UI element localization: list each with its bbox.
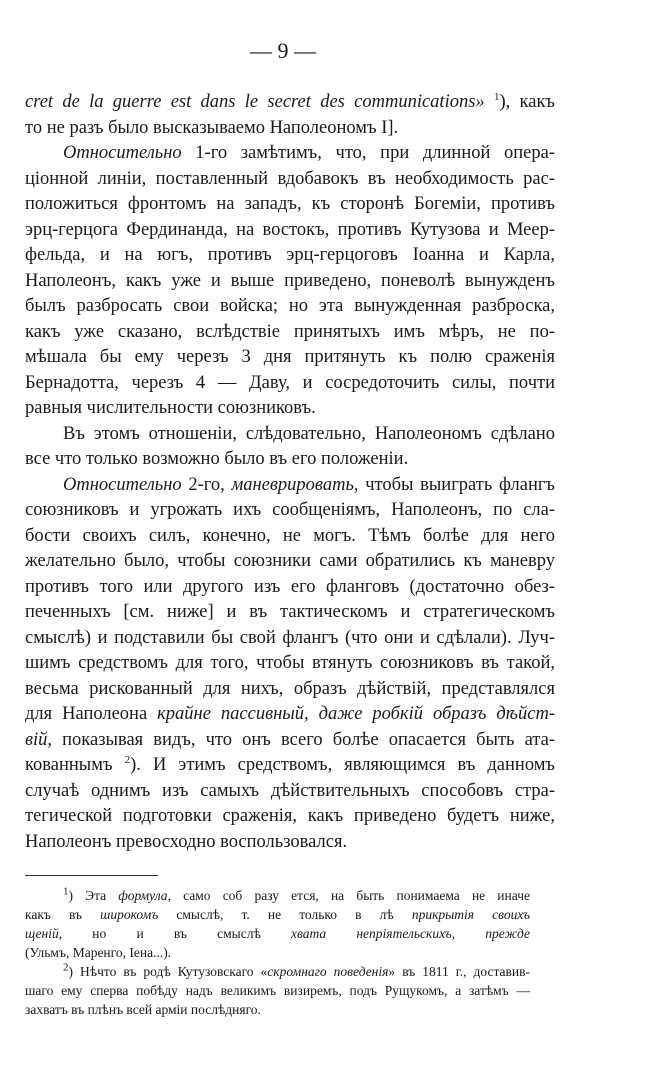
text-line xyxy=(25,167,555,193)
text-segment: , но и въ смыслѣ xyxy=(58,926,291,941)
text-segment: , чтобы выиграть флангъ xyxy=(353,474,555,495)
text-segment: положиться фронтомъ на западъ, къ сторонѣ Богеміи, противъ xyxy=(25,194,555,214)
text-line xyxy=(25,473,555,499)
footnote-divider xyxy=(25,875,158,876)
text-line xyxy=(25,269,555,295)
italic-text: крайне пассивный, даже робкій образъ дѣйст- xyxy=(157,704,556,724)
text-segment: мѣшала бы ему черезъ 3 дня притянуть къ полю сраженія xyxy=(25,347,555,367)
footnote-line xyxy=(25,943,530,962)
text-segment: 1-го замѣтимъ, что, при длинной опера- xyxy=(181,143,555,163)
text-segment: былъ разбросать свои войска; но эта вынужденная разброска, xyxy=(25,296,555,316)
italic-text: cret de la guerre est dans le secret des communications» xyxy=(25,92,494,112)
text-line xyxy=(25,728,555,754)
text-segment: ) Эта xyxy=(68,888,119,903)
text-segment: фельда, и на югъ, противъ эрц-герцоговъ Іоанна и Карла, xyxy=(25,245,555,265)
page-number: — 9 — xyxy=(250,38,316,63)
text-segment: бости своихъ силъ, конечно, не могъ. Тѣмъ болѣе для него xyxy=(25,525,555,546)
text-segment: (Ульмъ, Маренго, Іена...). xyxy=(25,945,172,960)
text-segment: для Наполеона xyxy=(25,704,158,724)
text-line xyxy=(25,90,555,116)
text-segment: какъ уже сказано, вслѣдствіе принятыхъ имъ мѣръ, не по- xyxy=(25,321,555,342)
footnote-line xyxy=(25,962,530,981)
footnote-marker: 1 xyxy=(63,885,69,898)
text-line xyxy=(25,116,555,142)
text-segment: , показывая видъ, что онъ всего болѣе опасается быть ата- xyxy=(47,729,555,750)
text-line xyxy=(25,447,555,473)
text-segment: , само соб разу ется, на быть понимаема не иначе xyxy=(167,888,530,903)
text-line xyxy=(25,422,555,448)
text-segment: тегической подготовки сраженія, какъ приведено будетъ ниже, xyxy=(25,806,555,826)
footnote-line xyxy=(25,905,530,924)
text-segment: ) Нѣчто въ родѣ Кутузовскаго « xyxy=(68,964,268,979)
text-segment: то не разъ было высказываемо Наполеономъ I]. xyxy=(25,117,399,138)
footnote-line xyxy=(25,1000,530,1019)
text-segment: захватъ въ плѣнъ всей арміи послѣдняго. xyxy=(25,1002,261,1017)
text-line xyxy=(25,575,555,601)
text-segment: равныя числительности союзниковъ. xyxy=(25,398,316,418)
text-segment: эрц-герцога Фердинанда, на востокъ, противъ Кутузова и Меер- xyxy=(25,219,555,240)
italic-text: прикрытія своихъ xyxy=(411,907,530,922)
text-segment: желательно было, чтобы союзники сами обратились къ маневру xyxy=(25,551,555,571)
text-segment: ). И этимъ средствомъ, являющимся въ данномъ xyxy=(130,755,555,775)
text-segment: противъ того или другого изъ его фланговъ (достаточно обез- xyxy=(25,576,555,597)
text-line xyxy=(25,651,555,677)
italic-text: скромнаго поведенія xyxy=(267,964,389,979)
text-segment: » въ 1811 г., доставив- xyxy=(388,964,530,979)
text-line xyxy=(25,192,555,218)
italic-text: щеній xyxy=(25,926,59,941)
text-line xyxy=(25,218,555,244)
italic-text: маневрировать xyxy=(231,474,354,495)
text-segment: Наполеонъ, какъ уже и выше приведено, поневолѣ вынужденъ xyxy=(25,270,555,291)
text-segment: Наполеонъ превосходно воспользовался. xyxy=(25,831,348,852)
text-segment: ), какъ xyxy=(499,92,555,112)
text-line xyxy=(25,371,555,397)
italic-text: вій xyxy=(25,729,48,750)
text-segment: смыслѣ, т. не только в лѣ xyxy=(158,907,412,922)
footnote-line xyxy=(25,886,530,905)
italic-text: формула xyxy=(118,888,168,903)
footnote-line xyxy=(25,981,530,1000)
footnote-line xyxy=(25,924,530,943)
text-line xyxy=(25,677,555,703)
text-line xyxy=(25,320,555,346)
text-line xyxy=(25,549,555,575)
text-line xyxy=(25,294,555,320)
text-segment: печенныхъ [см. ниже] и въ тактическомъ и стратегическомъ xyxy=(25,602,555,622)
text-line xyxy=(25,804,555,830)
text-segment: все что только возможно было въ его положеніи. xyxy=(25,449,409,469)
text-line xyxy=(25,243,555,269)
text-segment: случаѣ однимъ изъ самыхъ дѣйствительныхъ способовъ стра- xyxy=(25,780,555,801)
text-segment: весьма рискованный для нихъ, образъ дѣйствій, представлялся xyxy=(25,678,555,699)
text-segment: Бернадотта, черезъ 4 — Даву, и сосредоточить силы, почти xyxy=(25,372,555,393)
text-line xyxy=(25,753,555,779)
text-line xyxy=(25,702,555,728)
footnote-marker: 1 xyxy=(493,90,500,103)
text-segment: кованнымъ xyxy=(25,755,125,775)
text-segment: смыслѣ) и подставили бы свой флангъ (что они и сдѣлали). Луч- xyxy=(25,627,555,648)
text-line xyxy=(25,141,555,167)
footnote-marker: 2 xyxy=(124,753,131,766)
italic-text: широкомъ xyxy=(100,907,159,922)
text-segment: шаго ему сперва побѣду надъ великимъ визиремъ, подъ Рущукомъ, а затѣмъ — xyxy=(25,983,530,998)
text-line xyxy=(25,524,555,550)
footnote-marker: 2 xyxy=(63,961,69,974)
text-segment: Въ этомъ отношеніи, слѣдовательно, Наполеономъ сдѣлано xyxy=(63,423,555,444)
text-line xyxy=(25,779,555,805)
text-segment: какъ въ xyxy=(25,907,101,922)
text-line xyxy=(25,345,555,371)
footnotes xyxy=(25,886,530,1019)
italic-text: Относительно xyxy=(63,143,182,163)
text-line xyxy=(25,396,555,422)
italic-text: хвата непріятельскихъ, прежде xyxy=(290,926,530,941)
text-line xyxy=(25,498,555,524)
italic-text: Относительно xyxy=(63,474,182,495)
text-line xyxy=(25,830,555,856)
body-text xyxy=(25,90,555,855)
text-line xyxy=(25,600,555,626)
text-segment: ціонной линіи, поставленный вдобавокъ въ необходимость рас- xyxy=(25,168,555,189)
text-segment: шимъ средствомъ для того, чтобы втянуть союзниковъ въ такой, xyxy=(25,653,555,673)
text-segment: союзниковъ и угрожать ихъ сообщеніямъ, Наполеонъ, по сла- xyxy=(25,500,555,520)
text-line xyxy=(25,626,555,652)
text-segment: 2-го, xyxy=(181,474,232,495)
